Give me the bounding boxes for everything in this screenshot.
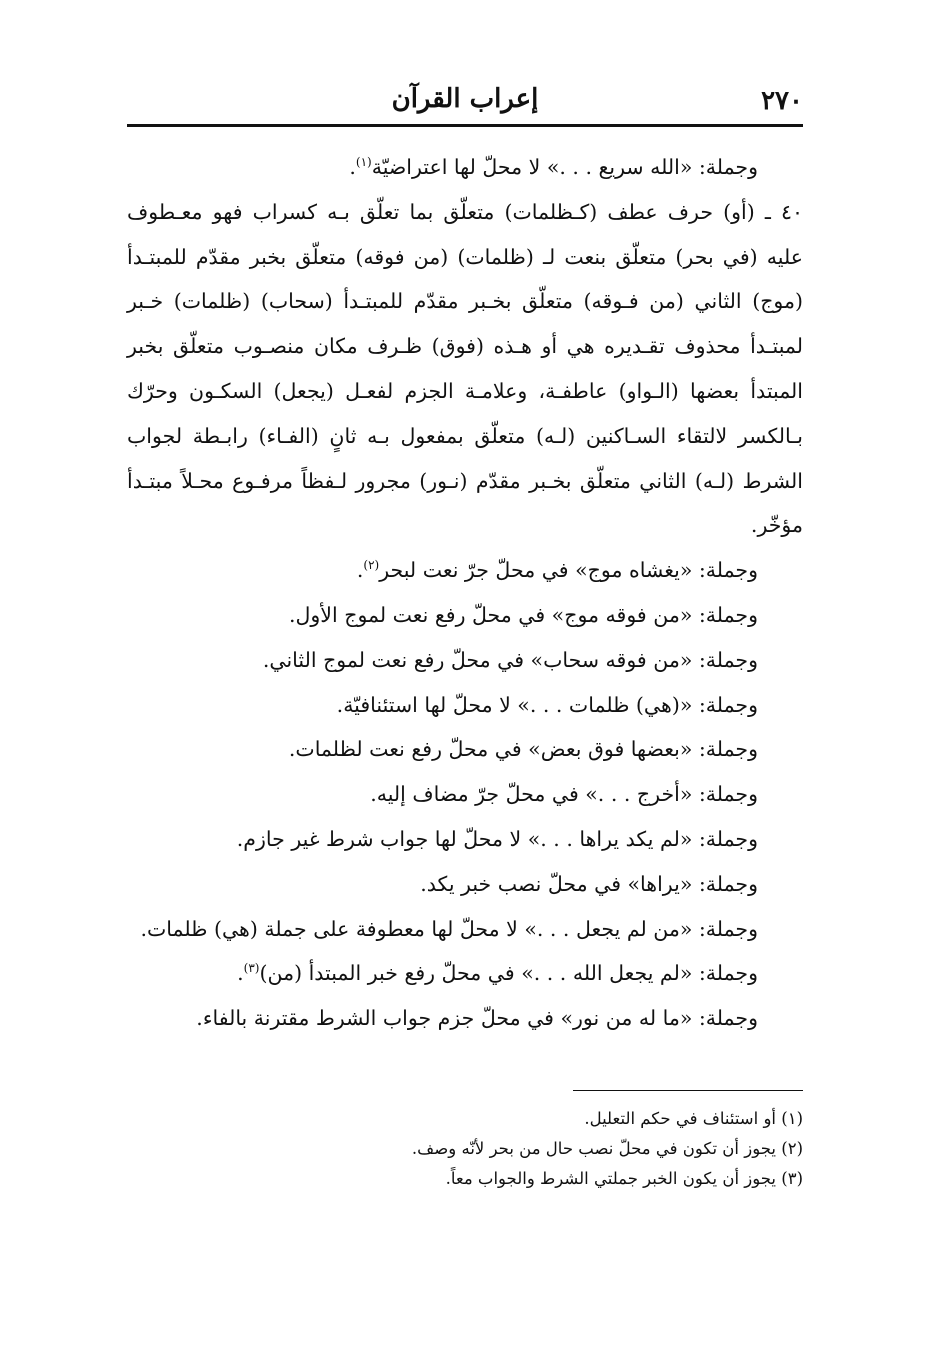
intro-sentence-text: وجملة: «الله سريع . . .» لا محلّ لها اعتراضيّة [371, 155, 758, 179]
footnote-ref: (٣) [243, 961, 260, 976]
footnote: (٢) يجوز أن تكون في محلّ نصب حال من بحر لأنّه وصف. [411, 1139, 803, 1158]
running-title: إعراب القرآن [391, 84, 539, 114]
paragraph-line: بـالكسر لالتقاء السـاكنين (لـه) متعلّق بمفعول بـه ثانٍ (الفـاء) رابـطة لجواب [127, 423, 803, 448]
sentence-end: . [237, 961, 244, 986]
sentence-text: وجملة: «لم يكد يراها . . .» لا محلّ لها جواب شرط غير جازم. [236, 826, 758, 851]
paragraph-line: مؤخّر. [750, 513, 803, 538]
footnote-ref: (٢) [363, 558, 380, 573]
footnote-ref: (١) [355, 155, 372, 170]
verse-40-paragraph [127, 190, 803, 548]
intro-sentence-end: . [349, 155, 356, 179]
footnotes [127, 1104, 803, 1194]
sentence-text: وجملة: «أخرج . . .» في محلّ جرّ مضاف إليه. [370, 782, 758, 807]
sentence-end: . [356, 558, 364, 583]
sentence-text: وجملة: «لم يجعل الله . . .» في محلّ رفع خبر المبتدأ (من) [259, 961, 758, 986]
sentence-text: وجملة: «يراها» في محلّ نصب خبر يكد. [420, 871, 758, 896]
sentence-analysis [127, 862, 803, 907]
sentence-analysis [127, 727, 803, 772]
sentence-text: وجملة: «(هي) ظلمات . . .» لا محلّ لها استئنافيّة. [336, 692, 758, 717]
footnote: (١) أو استئناف في حكم التعليل. [584, 1109, 803, 1128]
paragraph-line: عليه (في بحر) متعلّق بنعت لـ (ظلمات) (من فوقه) متعلّق بخبر مقدّم للمبتـدأ [127, 244, 803, 269]
paragraph-line: (موج) الثاني (من فـوقه) متعلّق بخـبر مقدّم للمبتـدأ (سحاب) (ظلمات) خـبر [127, 289, 803, 314]
sentence-analysis [127, 683, 803, 728]
paragraph-line: الشرط (لـه) الثاني متعلّق بخـبر مقدّم (نـور) مجرور لـفظاً مرفـوع محـلاً مبتـدأ [127, 468, 803, 493]
paragraph-line: المبتدأ بعضها (الـواو) عاطفـة، وعلامـة الجزم لفعـل (يجعل) السكـون وحرّك [127, 378, 803, 403]
intro-sentence [127, 145, 803, 190]
paragraph-line: ٤٠ ـ (أو) حرف عطف (كـظلمات) متعلّق بما تعلّق بـه كسراب فهو معـطوف [127, 199, 803, 224]
sentence-analysis [127, 638, 803, 683]
sentence-analysis [127, 548, 803, 593]
sentence-analysis [127, 593, 803, 638]
sentence-analysis [127, 907, 803, 952]
sentence-analysis [127, 996, 803, 1041]
sentence-text: وجملة: «ما له من نور» في محلّ جزم جواب الشرط مقترنة بالفاء. [196, 1006, 758, 1031]
sentence-text: وجملة: «من فوقه سحاب» في محلّ رفع نعت لموج الثاني. [262, 647, 758, 672]
sentence-text: وجملة: «بعضها فوق بعض» في محلّ رفع نعت لظلمات. [288, 737, 758, 762]
sentence-analysis [127, 951, 803, 996]
sentence-text: وجملة: «يغشاه موج» في محلّ جرّ نعت لبحر [379, 558, 758, 583]
footnote: (٣) يجوز أن يكون الخبر جملتي الشرط والجواب معاً. [445, 1169, 803, 1188]
page-body [127, 145, 803, 1041]
sentence-analysis [127, 772, 803, 817]
footnote-divider [573, 1090, 803, 1091]
header-divider [127, 124, 803, 127]
sentence-text: وجملة: «من لم يجعل . . .» لا محلّ لها معطوفة على جملة (هي) ظلمات. [140, 916, 758, 941]
sentence-text: وجملة: «من فوقه موج» في محلّ رفع نعت لموج الأول. [289, 602, 758, 627]
paragraph-line: لمبتـدأ محذوف تقـديره هي أو هـذه (فوق) ظـرف مكان منصـوب متعلّق بخبر [127, 334, 803, 359]
sentence-analysis [127, 817, 803, 862]
page-number: ٢٧٠ [761, 86, 803, 116]
sentence-list [127, 548, 803, 1041]
page-header [127, 84, 803, 124]
